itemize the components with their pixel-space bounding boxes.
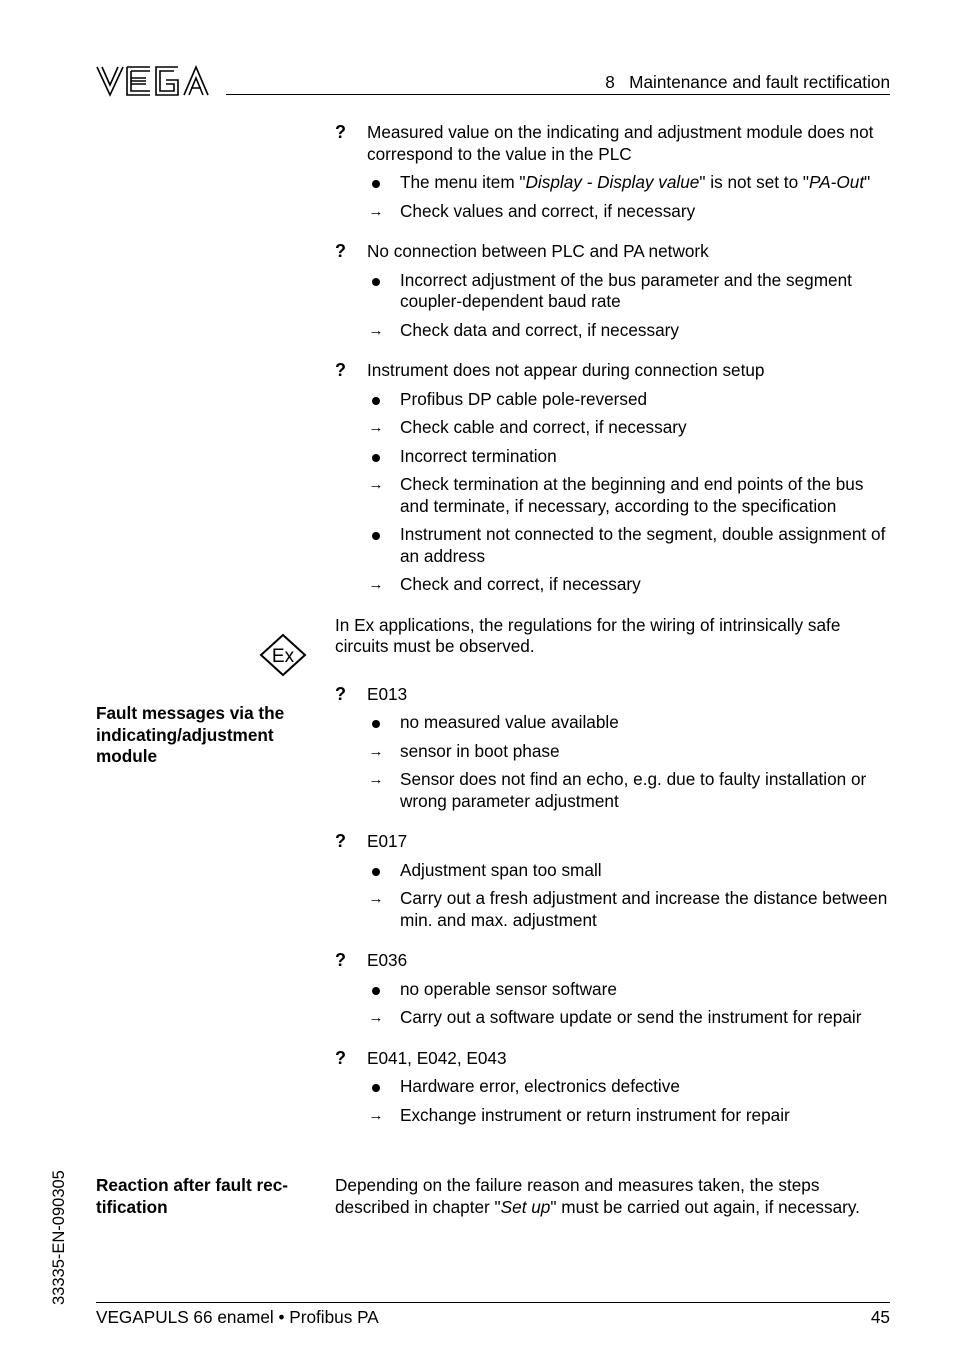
bullet-dot <box>372 532 380 540</box>
item-text <box>400 574 641 594</box>
ex-symbol-label: Ex <box>271 646 295 667</box>
question-mark-icon: ? <box>335 1047 346 1068</box>
question-mark-icon: ? <box>335 122 346 142</box>
question-text <box>367 241 709 261</box>
bullet-icon <box>368 389 384 411</box>
action-item <box>335 201 891 223</box>
arrow-right-icon: → <box>368 1106 384 1124</box>
question-row <box>335 1048 891 1070</box>
arrow-right-icon: → <box>368 890 384 907</box>
item-text <box>400 474 863 516</box>
item-text <box>400 320 679 340</box>
action-item <box>335 474 891 517</box>
item-text <box>400 389 647 409</box>
question-text <box>367 950 407 970</box>
text-segment: Check termination at the beginning and end points of the bus and terminate, if necessary, according to the specification <box>400 474 864 516</box>
reaction-paragraph <box>335 1175 891 1218</box>
text-segment: Depending on the failure reason and measures taken, the steps described in chapter " <box>335 1175 820 1217</box>
bullet-icon <box>368 270 384 292</box>
bullet-icon <box>368 172 384 194</box>
bullet-icon <box>368 979 384 1001</box>
item-text <box>400 270 852 312</box>
action-item <box>335 769 891 812</box>
question-text <box>367 360 765 380</box>
bullet-dot <box>372 987 380 995</box>
question-mark-icon: ? <box>335 950 346 970</box>
bullet-icon <box>368 524 384 546</box>
document-id: 33335-EN-090305 <box>50 1170 68 1305</box>
bullet-dot <box>372 397 380 405</box>
main-column <box>335 122 891 1145</box>
cause-item <box>335 172 891 194</box>
emphasis-text: PA-Out <box>809 172 865 192</box>
cause-item <box>335 1076 891 1098</box>
text-segment: Check values and correct, if necessary <box>400 200 696 221</box>
text-segment: Check and correct, if necessary <box>400 574 641 594</box>
arrow-right-icon: → <box>368 419 384 436</box>
fault-messages-heading: Fault messages via the indicating/adjustment module <box>96 703 285 766</box>
question-row <box>335 831 891 853</box>
chapter-heading: 8 Maintenance and fault rectification <box>605 72 890 92</box>
emphasis-text: Display - Display value <box>525 172 700 192</box>
text-segment: Incorrect adjustment of the bus parameter and the segment coupler-dependent baud rate <box>400 269 852 311</box>
arrow-right-icon: → <box>368 576 384 593</box>
text-segment: Sensor does not find an echo, e.g. due to faulty installation or wrong parameter adjustment <box>400 769 867 811</box>
bullet-dot <box>372 868 380 876</box>
question-row <box>335 122 891 165</box>
arrow-right-icon: → <box>368 1009 384 1026</box>
text-segment: no operable sensor software <box>400 978 617 999</box>
arrow-right-icon: → <box>368 742 384 760</box>
action-item <box>335 574 891 596</box>
text-segment: no measured value available <box>400 712 619 732</box>
cause-item <box>335 524 891 567</box>
item-text <box>400 524 885 566</box>
bullet-dot <box>372 278 380 286</box>
action-item <box>335 417 891 439</box>
text-segment: E036 <box>367 950 408 970</box>
item-text <box>400 1076 680 1096</box>
question-row <box>335 241 891 263</box>
question-mark-icon: ? <box>335 831 346 851</box>
text-segment: Carry out a software update or send the instrument for repair <box>400 1007 862 1027</box>
item-text <box>400 769 866 811</box>
arrow-right-icon: → <box>368 476 384 493</box>
arrow-right-icon: → <box>368 771 384 788</box>
footer-rule <box>96 1302 890 1303</box>
trouble-entry <box>335 1048 891 1127</box>
text-segment: Measured value on the indicating and adjustment module does not correspond to the value in the PLC <box>367 122 874 164</box>
question-text <box>367 122 873 164</box>
question-text <box>367 684 407 704</box>
text-segment: E013 <box>367 683 408 704</box>
text-segment: Profibus DP cable pole-reversed <box>400 388 648 409</box>
text-segment: Instrument does not appear during connection setup <box>367 360 765 380</box>
trouble-entry <box>335 684 891 813</box>
bullet-dot <box>372 1084 380 1092</box>
question-row <box>335 684 891 706</box>
trouble-entry <box>335 360 891 596</box>
cause-item <box>335 446 891 468</box>
ex-symbol-icon <box>259 633 307 677</box>
question-mark-icon: ? <box>335 241 346 261</box>
bullet-dot <box>372 454 380 462</box>
action-item <box>335 888 891 931</box>
text-segment: Carry out a fresh adjustment and increase the distance between min. and max. adjustment <box>400 888 888 930</box>
question-mark-icon: ? <box>335 683 346 704</box>
bullet-dot <box>372 180 380 188</box>
item-text <box>400 417 687 437</box>
item-text <box>400 741 560 761</box>
text-segment: sensor in boot phase <box>400 740 560 761</box>
cause-item <box>335 979 891 1001</box>
cause-item <box>335 389 891 411</box>
bullet-icon <box>368 712 384 734</box>
arrow-right-icon: → <box>368 321 384 339</box>
text-segment: Incorrect termination <box>400 445 557 466</box>
trouble-entry <box>335 122 891 222</box>
bullet-dot <box>372 720 380 728</box>
ex-note: In Ex applications, the regulations for the wiring of intrinsically safe circuits must be observed. <box>335 614 841 656</box>
text-segment: E041, E042, E043 <box>367 1047 507 1068</box>
text-segment: Adjustment span too small <box>400 859 602 880</box>
text-segment: Check data and correct, if necessary <box>400 319 679 340</box>
troubleshooting-list <box>335 122 891 596</box>
bullet-icon <box>368 860 384 882</box>
arrow-right-icon: → <box>368 202 384 220</box>
fault-messages-list <box>335 684 891 1127</box>
text-segment: The menu item " <box>400 172 526 192</box>
text-segment: Hardware error, electronics defective <box>400 1076 680 1096</box>
text-segment: " is not set to " <box>699 172 810 192</box>
reaction-heading: Reaction after fault rec- tification <box>96 1175 288 1217</box>
action-item <box>335 320 891 342</box>
footer-product: VEGAPULS 66 enamel • Profibus PA <box>96 1307 379 1327</box>
vega-logo <box>96 64 214 98</box>
trouble-entry <box>335 831 891 931</box>
action-item <box>335 741 891 763</box>
text-segment: No connection between PLC and PA network <box>367 241 709 261</box>
item-text <box>400 979 617 999</box>
cause-item <box>335 712 891 734</box>
cause-item <box>335 860 891 882</box>
item-text <box>400 172 870 192</box>
text-segment: " must be carried out again, if necessary. <box>550 1196 860 1217</box>
text-segment: E017 <box>367 831 408 851</box>
bullet-icon <box>368 1076 384 1098</box>
item-text <box>400 712 619 732</box>
question-row <box>335 360 891 382</box>
page-number: 45 <box>870 1307 890 1327</box>
item-text <box>400 860 602 880</box>
bullet-icon <box>368 446 384 468</box>
action-item <box>335 1105 891 1127</box>
trouble-entry <box>335 241 891 341</box>
header-rule <box>226 94 890 95</box>
emphasis-text: Set up <box>500 1196 551 1217</box>
cause-item <box>335 270 891 313</box>
item-text <box>400 1105 790 1125</box>
question-mark-icon: ? <box>335 360 346 380</box>
item-text <box>400 888 887 930</box>
item-text <box>400 1007 861 1027</box>
text-segment: Instrument not connected to the segment, double assignment of an address <box>400 524 886 566</box>
item-text <box>400 446 557 466</box>
item-text <box>400 201 695 221</box>
text-segment: Exchange instrument or return instrument for repair <box>400 1104 790 1125</box>
question-row <box>335 950 891 972</box>
action-item <box>335 1007 891 1029</box>
trouble-entry <box>335 950 891 1029</box>
question-text <box>367 1048 507 1068</box>
question-text <box>367 831 407 851</box>
text-segment: Check cable and correct, if necessary <box>400 417 687 437</box>
text-segment: " <box>864 172 871 192</box>
